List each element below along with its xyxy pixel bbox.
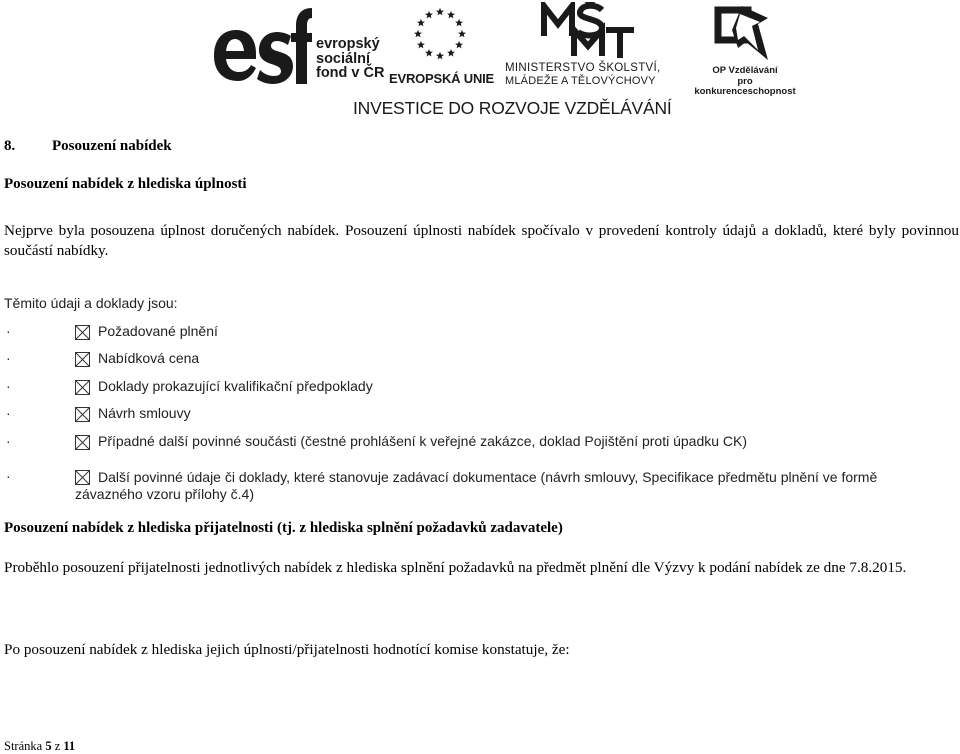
list-item-label: Návrh smlouvy	[98, 405, 191, 421]
esf-text-line-2: sociální	[316, 50, 370, 67]
list-bullet: ·	[6, 468, 11, 484]
eu-star-icon	[417, 19, 425, 27]
list-bullet: ·	[6, 350, 11, 366]
section-title: Posouzení nabídek	[52, 138, 172, 154]
eu-star-icon	[447, 11, 455, 19]
list-item-label: Doklady prokazující kvalifikační předpoklady	[98, 378, 373, 394]
msmt-logo-icon	[538, 2, 638, 60]
esf-text-line-1: evropský	[316, 36, 380, 52]
checked-box-icon	[75, 407, 90, 422]
eu-star-icon	[425, 49, 433, 57]
paragraph-conclusion: Po posouzení nabídek z hlediska jejich úplnosti/přijatelnosti hodnotící komise konstatuje, že:	[4, 641, 570, 658]
checked-box-icon	[75, 470, 90, 485]
eu-flag-icon	[395, 4, 485, 68]
list-item-label-line-1: Další povinné údaje či doklady, které stanovuje zadávací dokumentace (návrh smlouvy, Specifikace předmětu plnění ve formě	[98, 469, 878, 485]
subheading-acceptability: Posouzení nabídek z hlediska přijatelnosti (tj. z hlediska splnění požadavků zadavatele)	[4, 520, 563, 536]
eu-star-icon	[436, 8, 444, 16]
total-pages-number: 11	[63, 739, 76, 753]
investice-tagline: INVESTICE DO ROZVOJE VZDĚLÁVÁNÍ	[353, 98, 672, 118]
eu-star-icon	[455, 41, 463, 49]
esf-text-line-3: fond v ČR	[316, 65, 385, 81]
eu-star-icon	[455, 19, 463, 27]
paragraph-acceptability: Proběhlo posouzení přijatelnosti jednotlivých nabídek z hlediska splnění požadavků na předmět plnění dle Výzvy k podání nabídek ze dne 7.8.2015.	[4, 559, 907, 576]
list-bullet: ·	[6, 405, 11, 421]
section-heading	[4, 138, 172, 155]
checked-box-icon	[75, 435, 90, 450]
op-logo-line-1: OP Vzdělávání	[712, 65, 778, 76]
paragraph-completeness: Nejprve byla posouzena úplnost doručených nabídek. Posouzení úplnosti nabídek spočívalo v provedení kontroly údajů a dokladů, které byly povinnou součástí nabídky.	[4, 222, 959, 259]
page-label: Stránka	[4, 739, 43, 753]
section-number: 8.	[4, 138, 16, 154]
eu-star-icon	[425, 11, 433, 19]
list-bullet: ·	[6, 378, 11, 394]
checked-box-icon	[75, 352, 90, 367]
eu-logo-text: EVROPSKÁ UNIE	[389, 71, 495, 86]
msmt-logo-line-1: MINISTERSTVO ŠKOLSTVÍ,	[505, 62, 661, 74]
list-item-label-line-2: závazného vzoru přílohy č.4)	[75, 486, 254, 502]
page-separator: z	[54, 739, 61, 753]
page-footer	[4, 739, 75, 754]
list-item-label: Nabídková cena	[98, 350, 200, 366]
header-logos	[200, 0, 820, 124]
op-logo-line-2: pro konkurenceschopnost	[694, 75, 796, 97]
list-intro: Těmito údaji a doklady jsou:	[4, 295, 178, 311]
op-logo-text	[686, 66, 804, 98]
eu-star-icon	[414, 30, 422, 38]
esf-logo-icon	[212, 4, 312, 86]
eu-star-icon	[458, 30, 466, 38]
checked-box-icon	[75, 380, 90, 395]
esf-logo-text	[316, 37, 384, 81]
eu-star-icon	[447, 49, 455, 57]
eu-star-icon	[436, 52, 444, 60]
subheading-completeness: Posouzení nabídek z hlediska úplnosti	[4, 176, 247, 192]
list-item-label: Případné další povinné součásti (čestné prohlášení k veřejné zakázce, doklad Pojištění proti úpadku CK)	[98, 433, 748, 449]
msmt-logo-line-2: MLÁDEŽE A TĚLOVÝCHOVY	[505, 75, 656, 87]
op-logo-icon	[708, 2, 772, 64]
current-page-number: 5	[45, 739, 52, 753]
checked-box-icon	[75, 325, 90, 340]
list-bullet: ·	[6, 323, 11, 339]
list-item-label: Požadované plnění	[98, 323, 218, 339]
list-bullet: ·	[6, 433, 11, 449]
eu-star-icon	[417, 41, 425, 49]
